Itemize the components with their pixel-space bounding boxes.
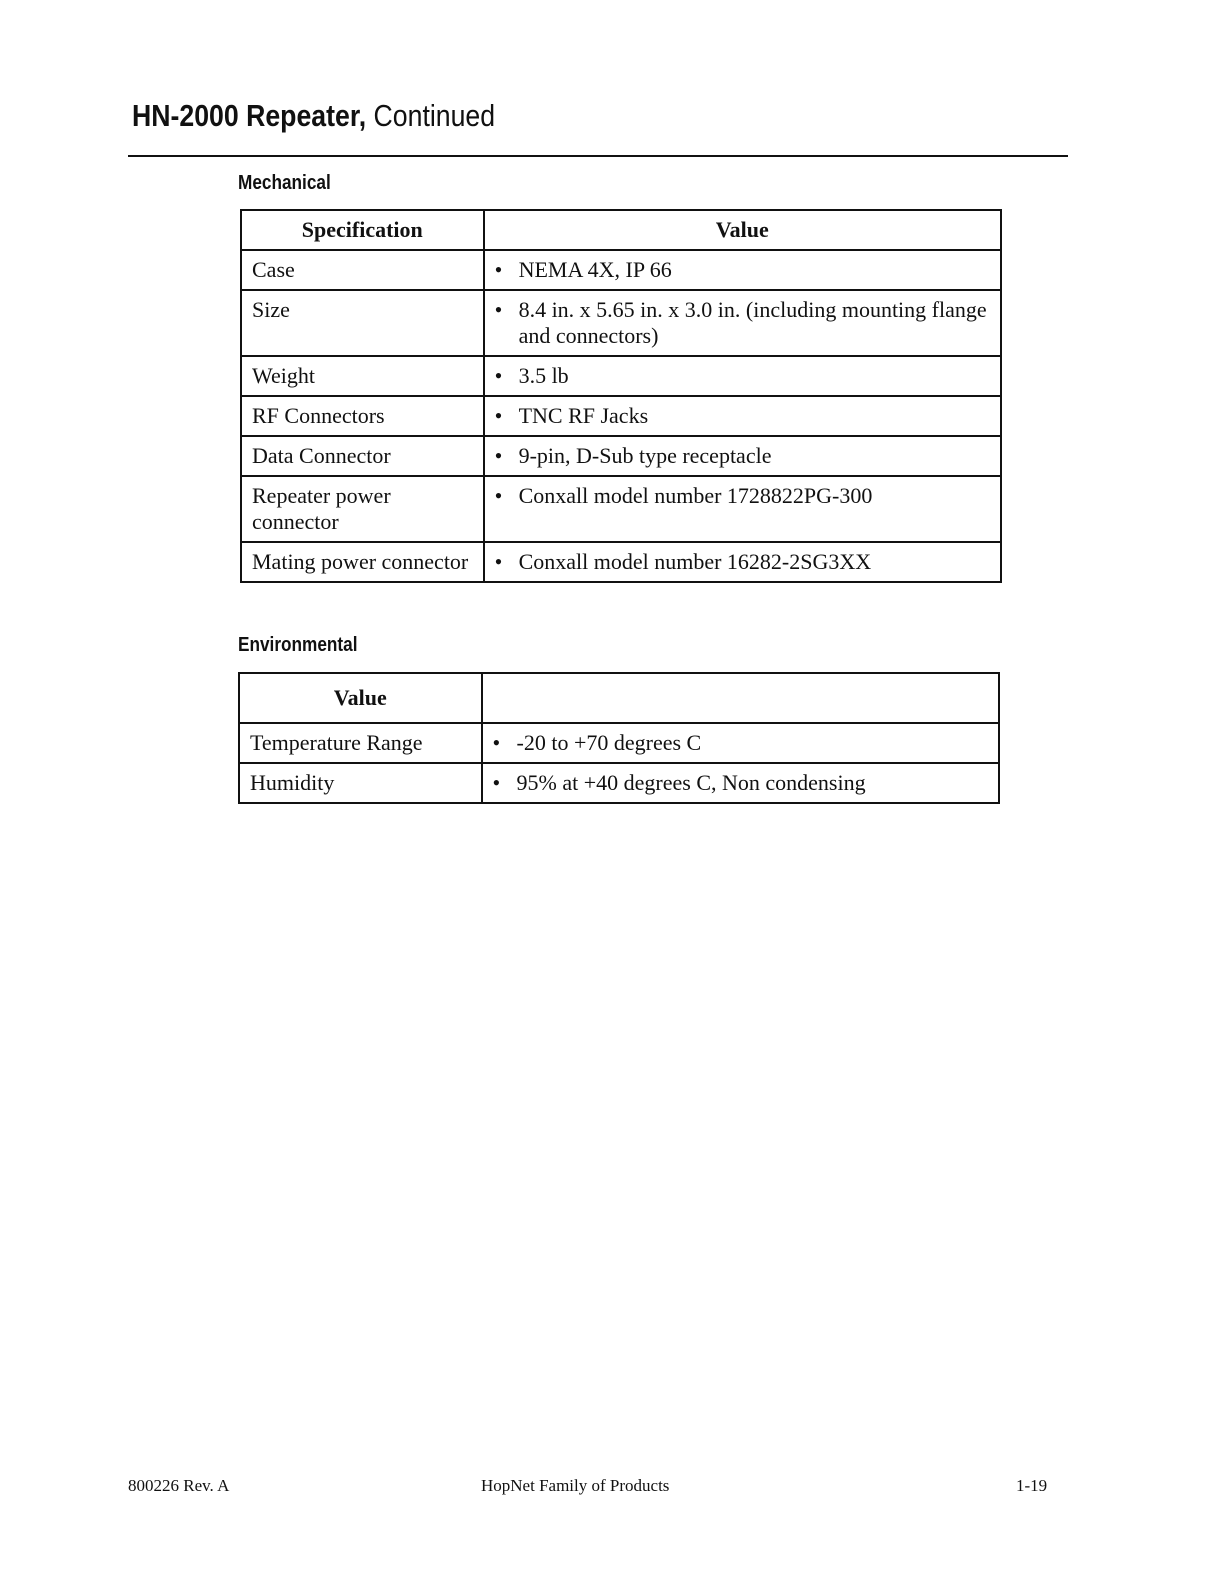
bullet-icon: • bbox=[494, 363, 503, 388]
table-row bbox=[241, 476, 1001, 542]
table-header-row bbox=[239, 673, 999, 723]
bullet-icon: • bbox=[492, 730, 501, 755]
spec-cell: Size bbox=[241, 290, 484, 356]
table-row bbox=[239, 723, 999, 763]
bullet-icon: • bbox=[494, 403, 503, 428]
footer-product-name: HopNet Family of Products bbox=[481, 1476, 670, 1495]
footer-page-number: 1-19 bbox=[1016, 1476, 1048, 1495]
table-row bbox=[241, 396, 1001, 436]
table-row bbox=[241, 436, 1001, 476]
environmental-table bbox=[238, 672, 1000, 804]
page-title-continued: Continued bbox=[366, 98, 496, 133]
table-header-row bbox=[241, 210, 1001, 250]
table-row bbox=[241, 542, 1001, 582]
spec-cell: Humidity bbox=[239, 763, 482, 803]
spec-cell: Case bbox=[241, 250, 484, 290]
value-text: NEMA 4X, IP 66 bbox=[518, 257, 672, 282]
value-text: 8.4 in. x 5.65 in. x 3.0 in. (including mounting flange and connectors) bbox=[518, 297, 987, 348]
table-row bbox=[241, 356, 1001, 396]
value-text: 3.5 lb bbox=[518, 363, 569, 388]
table-row bbox=[239, 763, 999, 803]
value-cell bbox=[484, 356, 1001, 396]
column-header-value: Value bbox=[239, 673, 482, 723]
bullet-icon: • bbox=[494, 443, 503, 468]
value-cell bbox=[484, 542, 1001, 582]
value-text: Conxall model number 16282-2SG3XX bbox=[518, 549, 872, 574]
footer-doc-number: 800226 Rev. A bbox=[128, 1476, 230, 1495]
column-header-value: Value bbox=[484, 210, 1001, 250]
value-text: 9-pin, D-Sub type receptacle bbox=[518, 443, 772, 468]
value-text: TNC RF Jacks bbox=[518, 403, 649, 428]
header-rule bbox=[128, 155, 1068, 157]
spec-cell: Repeater power connector bbox=[241, 476, 484, 542]
mechanical-heading: Mechanical bbox=[238, 172, 331, 194]
spec-cell: Temperature Range bbox=[239, 723, 482, 763]
table-row bbox=[241, 250, 1001, 290]
page-title-bold: HN-2000 Repeater, bbox=[132, 98, 367, 133]
bullet-icon: • bbox=[494, 257, 503, 282]
environmental-heading: Environmental bbox=[238, 634, 358, 656]
column-header-specification: Specification bbox=[241, 210, 484, 250]
value-text: 95% at +40 degrees C, Non condensing bbox=[516, 770, 866, 795]
bullet-icon: • bbox=[494, 483, 503, 508]
column-header-empty bbox=[482, 673, 999, 723]
table-row bbox=[241, 290, 1001, 356]
value-cell bbox=[482, 723, 999, 763]
mechanical-table bbox=[240, 209, 1002, 583]
value-cell bbox=[484, 250, 1001, 290]
bullet-icon: • bbox=[494, 549, 503, 574]
spec-cell: Data Connector bbox=[241, 436, 484, 476]
page-title bbox=[132, 98, 495, 134]
bullet-icon: • bbox=[494, 297, 503, 322]
spec-cell: RF Connectors bbox=[241, 396, 484, 436]
spec-cell: Weight bbox=[241, 356, 484, 396]
value-cell bbox=[484, 436, 1001, 476]
value-text: Conxall model number 1728822PG-300 bbox=[518, 483, 873, 508]
value-cell bbox=[484, 290, 1001, 356]
value-cell bbox=[484, 396, 1001, 436]
value-text: -20 to +70 degrees C bbox=[516, 730, 702, 755]
bullet-icon: • bbox=[492, 770, 501, 795]
value-cell bbox=[484, 476, 1001, 542]
spec-cell: Mating power connector bbox=[241, 542, 484, 582]
value-cell bbox=[482, 763, 999, 803]
